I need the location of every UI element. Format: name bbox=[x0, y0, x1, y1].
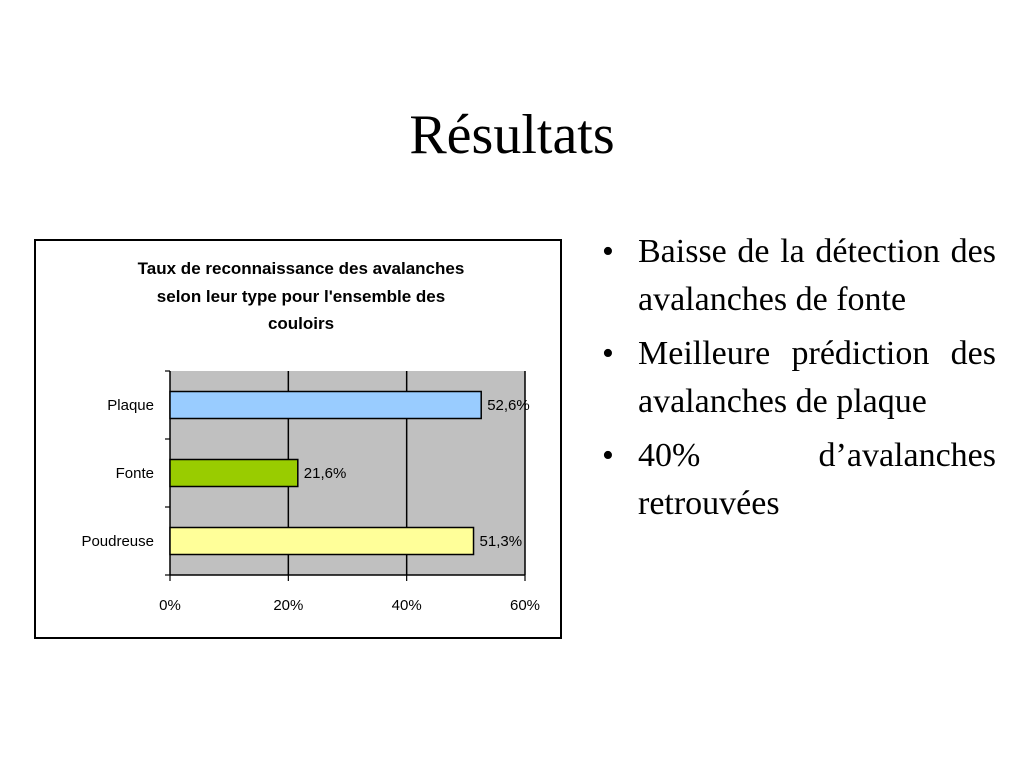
bar bbox=[170, 392, 481, 419]
bullet-marker: • bbox=[602, 437, 614, 474]
bullet-text: 40% d’avalanches retrouvées bbox=[638, 437, 996, 522]
bullet-item bbox=[600, 432, 996, 528]
bullet-item bbox=[600, 228, 996, 324]
x-tick-label: 0% bbox=[159, 597, 181, 614]
chart-title-line: couloirs bbox=[267, 314, 335, 333]
bullet-item bbox=[600, 330, 996, 426]
data-label: 52,6% bbox=[487, 397, 530, 414]
x-tick-label: 20% bbox=[273, 597, 304, 614]
category-label: Fonte bbox=[115, 465, 154, 482]
bullet-text: Baisse de la détection des avalanches de fonte bbox=[638, 233, 996, 318]
x-tick-label: 60% bbox=[509, 597, 541, 614]
chart-title-line: selon leur type pour l'ensemble des bbox=[156, 286, 446, 306]
category-label: Poudreuse bbox=[81, 533, 154, 550]
bullet-list bbox=[600, 228, 996, 534]
chart-title-line: Taux de reconnaissance des avalanches bbox=[137, 259, 465, 278]
bullet-marker: • bbox=[602, 335, 614, 372]
slide-title: Résultats bbox=[409, 104, 615, 166]
x-tick-label: 40% bbox=[391, 597, 422, 614]
bullet-text: Meilleure prédiction des avalanches de plaque bbox=[638, 335, 996, 420]
bar-chart bbox=[36, 241, 560, 637]
bar bbox=[170, 528, 474, 555]
chart-container bbox=[34, 239, 562, 639]
data-label: 51,3% bbox=[479, 533, 523, 550]
bar bbox=[170, 460, 298, 487]
bullet-marker: • bbox=[602, 233, 614, 270]
category-label: Plaque bbox=[107, 397, 154, 414]
data-label: 21,6% bbox=[303, 465, 347, 482]
